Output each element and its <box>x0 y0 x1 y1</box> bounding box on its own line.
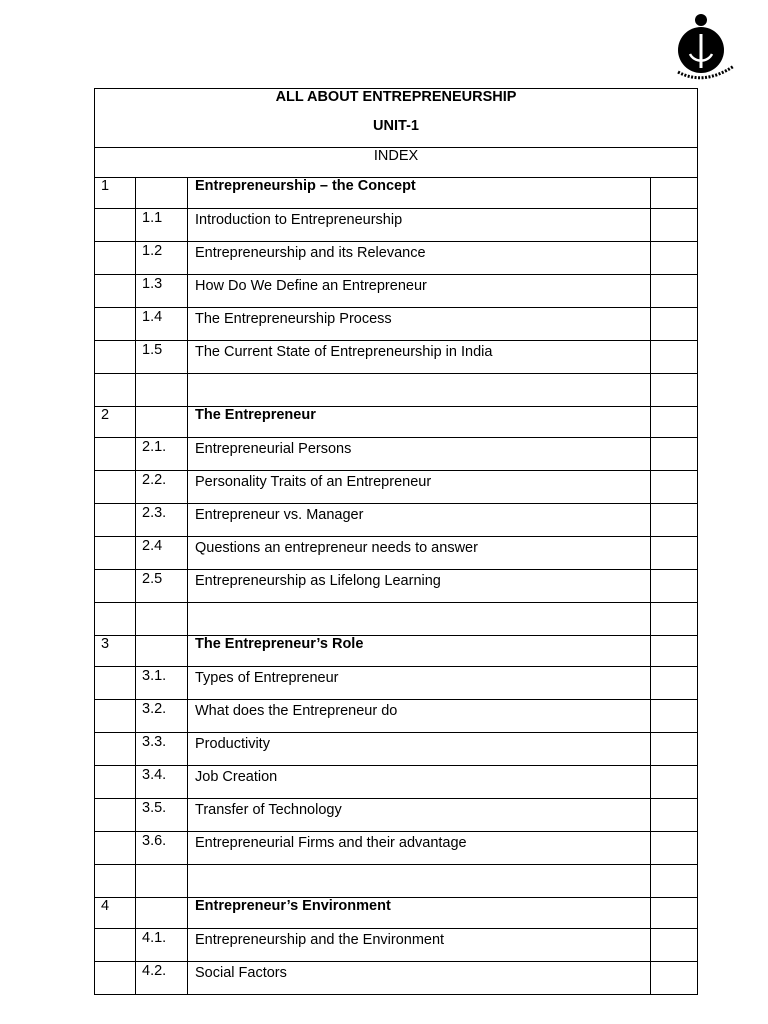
topic-number: 1.4 <box>136 308 188 341</box>
section-number <box>95 209 136 242</box>
section-number <box>95 733 136 766</box>
page-cell <box>651 308 698 341</box>
topic-number: 4.2. <box>136 962 188 995</box>
topic-number: 3.6. <box>136 832 188 865</box>
page-cell <box>651 242 698 275</box>
topic-title: Types of Entrepreneur <box>188 667 651 700</box>
topic-number: 3.3. <box>136 733 188 766</box>
topic-number: 1.3 <box>136 275 188 308</box>
section-number: 1 <box>95 178 136 209</box>
page-cell <box>651 603 698 636</box>
topic-row <box>95 471 698 504</box>
topic-row <box>95 832 698 865</box>
topic-title: Entrepreneurship and the Environment <box>188 929 651 962</box>
topic-number <box>136 374 188 407</box>
page-cell <box>651 700 698 733</box>
topic-title: Personality Traits of an Entrepreneur <box>188 471 651 504</box>
page-cell <box>651 667 698 700</box>
page-cell <box>651 832 698 865</box>
topic-title <box>188 603 651 636</box>
section-number <box>95 929 136 962</box>
topic-title: Entrepreneur vs. Manager <box>188 504 651 537</box>
section-row <box>95 178 698 209</box>
page-cell <box>651 537 698 570</box>
topic-title <box>188 865 651 898</box>
index-row <box>95 148 698 178</box>
topic-title: Job Creation <box>188 766 651 799</box>
topic-title: The Entrepreneurship Process <box>188 308 651 341</box>
page-cell <box>651 504 698 537</box>
page-cell <box>651 471 698 504</box>
topic-row <box>95 504 698 537</box>
topic-number: 4.1. <box>136 929 188 962</box>
topic-number: 3.2. <box>136 700 188 733</box>
topic-title: Social Factors <box>188 962 651 995</box>
section-number <box>95 766 136 799</box>
topic-title <box>188 374 651 407</box>
section-number <box>95 799 136 832</box>
section-title: The Entrepreneur <box>188 407 651 438</box>
section-number <box>95 962 136 995</box>
section-number: 3 <box>95 636 136 667</box>
topic-row <box>95 799 698 832</box>
topic-title: Transfer of Technology <box>188 799 651 832</box>
section-number: 4 <box>95 898 136 929</box>
index-label: INDEX <box>95 148 698 178</box>
topic-title: Entrepreneurship and its Relevance <box>188 242 651 275</box>
topic-number: 3.5. <box>136 799 188 832</box>
section-number <box>95 275 136 308</box>
section-number: 2 <box>95 407 136 438</box>
topic-title: The Current State of Entrepreneurship in India <box>188 341 651 374</box>
topic-row <box>95 929 698 962</box>
topic-row <box>95 242 698 275</box>
page-cell <box>651 929 698 962</box>
topic-row <box>95 438 698 471</box>
topic-row <box>95 341 698 374</box>
page-cell <box>651 570 698 603</box>
title-cell <box>95 89 698 148</box>
section-number <box>95 865 136 898</box>
section-number <box>95 438 136 471</box>
section-number <box>95 374 136 407</box>
topic-title: Entrepreneurship as Lifelong Learning <box>188 570 651 603</box>
spacer-row <box>95 603 698 636</box>
topic-row <box>95 308 698 341</box>
page-cell <box>651 209 698 242</box>
unit-label: UNIT-1 <box>373 118 419 134</box>
topic-number <box>136 178 188 209</box>
topic-title: Entrepreneurial Persons <box>188 438 651 471</box>
page-cell <box>651 275 698 308</box>
page-cell <box>651 407 698 438</box>
spacer-row <box>95 374 698 407</box>
section-row <box>95 898 698 929</box>
topic-row <box>95 275 698 308</box>
section-number <box>95 570 136 603</box>
topic-title: Introduction to Entrepreneurship <box>188 209 651 242</box>
topic-title: Questions an entrepreneur needs to answer <box>188 537 651 570</box>
section-number <box>95 667 136 700</box>
section-title: The Entrepreneur’s Role <box>188 636 651 667</box>
topic-number <box>136 407 188 438</box>
section-number <box>95 471 136 504</box>
topic-number: 2.5 <box>136 570 188 603</box>
section-number <box>95 242 136 275</box>
section-number <box>95 308 136 341</box>
page-cell <box>651 341 698 374</box>
page-cell <box>651 799 698 832</box>
topic-title: What does the Entrepreneur do <box>188 700 651 733</box>
section-title: Entrepreneurship – the Concept <box>188 178 651 209</box>
topic-row <box>95 733 698 766</box>
topic-title: Productivity <box>188 733 651 766</box>
topic-number: 2.2. <box>136 471 188 504</box>
section-row <box>95 407 698 438</box>
topic-number <box>136 636 188 667</box>
ignou-logo-icon <box>670 12 738 82</box>
section-number <box>95 341 136 374</box>
page-cell <box>651 865 698 898</box>
topic-number <box>136 898 188 929</box>
page-cell <box>651 178 698 209</box>
section-number <box>95 603 136 636</box>
spacer-row <box>95 865 698 898</box>
topic-number: 3.4. <box>136 766 188 799</box>
index-table <box>94 88 698 995</box>
page-cell <box>651 962 698 995</box>
topic-number <box>136 865 188 898</box>
topic-row <box>95 700 698 733</box>
page-cell <box>651 898 698 929</box>
topic-row <box>95 209 698 242</box>
page-cell <box>651 374 698 407</box>
document-title: ALL ABOUT ENTREPRENEURSHIP <box>275 89 517 105</box>
topic-number: 1.1 <box>136 209 188 242</box>
topic-number: 2.1. <box>136 438 188 471</box>
topic-number: 3.1. <box>136 667 188 700</box>
section-number <box>95 504 136 537</box>
section-number <box>95 700 136 733</box>
topic-row <box>95 570 698 603</box>
title-row <box>95 89 698 148</box>
topic-number <box>136 603 188 636</box>
topic-row <box>95 667 698 700</box>
topic-number: 2.4 <box>136 537 188 570</box>
topic-row <box>95 766 698 799</box>
topic-title: How Do We Define an Entrepreneur <box>188 275 651 308</box>
topic-title: Entrepreneurial Firms and their advantage <box>188 832 651 865</box>
topic-row <box>95 537 698 570</box>
section-number <box>95 537 136 570</box>
page-cell <box>651 766 698 799</box>
topic-number: 1.5 <box>136 341 188 374</box>
topic-row <box>95 962 698 995</box>
section-row <box>95 636 698 667</box>
page-cell <box>651 636 698 667</box>
topic-number: 1.2 <box>136 242 188 275</box>
section-title: Entrepreneur’s Environment <box>188 898 651 929</box>
section-number <box>95 832 136 865</box>
topic-number: 2.3. <box>136 504 188 537</box>
page-cell <box>651 438 698 471</box>
page-cell <box>651 733 698 766</box>
